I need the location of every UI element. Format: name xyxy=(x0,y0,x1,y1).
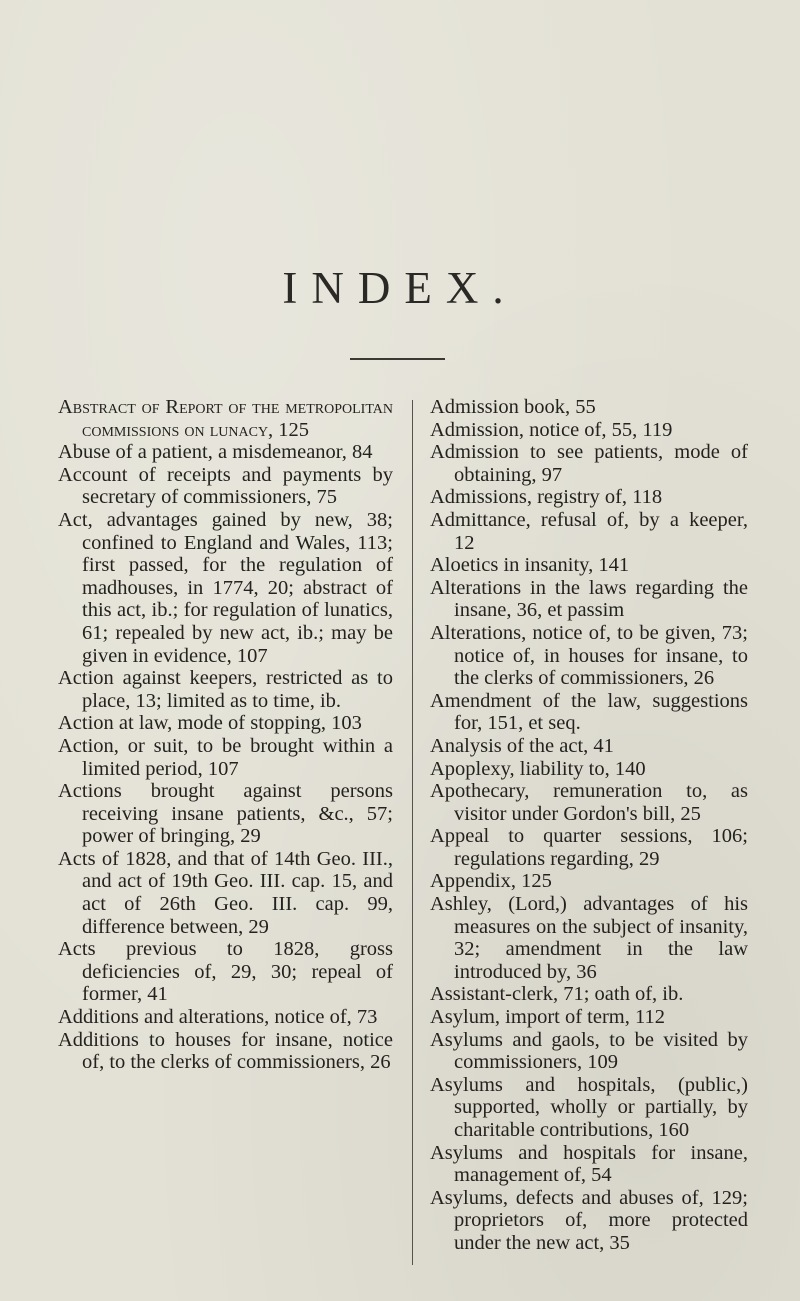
index-entry: Apothecary, remuneration to, as visitor under Gordon's bill, 25 xyxy=(430,780,748,825)
index-entry: Asylums and hospitals, (public,) supported, wholly or partially, by charitable contributions, 160 xyxy=(430,1073,748,1141)
index-entry: Ashley, (Lord,) advantages of his measures on the subject of insanity, 32; amendment in the law introduced by, 36 xyxy=(430,893,748,983)
index-entry: Apoplexy, liability to, 140 xyxy=(430,757,646,780)
right-index-column xyxy=(430,396,748,1255)
index-entry: Amendment of the law, suggestions for, 151, et seq. xyxy=(430,689,748,735)
page-title: INDEX. xyxy=(282,263,518,313)
index-entry: Asylum, import of term, 112 xyxy=(430,1006,665,1029)
index-entry: Alterations in the laws regarding the insane, 36, et passim xyxy=(430,576,748,622)
index-entry xyxy=(58,396,393,441)
index-entry: Admittance, refusal of, by a keeper, 12 xyxy=(430,508,748,554)
index-entry: Abuse of a patient, a misdemeanor, 84 xyxy=(58,441,373,464)
index-entry: Additions and alterations, notice of, 73 xyxy=(58,1006,378,1029)
index-entry: Action, or suit, to be brought within a limited period, 107 xyxy=(58,734,393,780)
index-entry: Acts of 1828, and that of 14th Geo. III., and act of 19th Geo. III. cap. 15, and act of 26th Geo. III. cap. 99, difference between, 29 xyxy=(58,847,393,938)
title-rule xyxy=(350,358,445,360)
index-entry: Action at law, mode of stopping, 103 xyxy=(58,712,362,735)
index-entry: Alterations, notice of, to be given, 73; notice of, in houses for insane, to the clerks of commissioners, 26 xyxy=(430,621,748,690)
index-entry: Asylums and gaols, to be visited by commissioners, 109 xyxy=(430,1028,748,1074)
index-entry: Admission to see patients, mode of obtaining, 97 xyxy=(430,441,748,486)
index-entry: Admission, notice of, 55, 119 xyxy=(430,418,673,441)
index-entry: Admission book, 55 xyxy=(430,396,596,418)
index-entry: Asylums, defects and abuses of, 129; proprietors of, more protected under the new act, 35 xyxy=(430,1186,748,1254)
index-entry: Act, advantages gained by new, 38; confined to England and Wales, 113; first passed, for the regulation of madhouses, in 1774, 20; abstract of this act, ib.; for regulation of lunatics, 61; repealed by new act, ib.; may be given in evidence, 107 xyxy=(58,508,393,667)
index-entry: Action against keepers, restricted as to place, 13; limited as to time, ib. xyxy=(58,667,393,712)
index-entry: Actions brought against persons receiving insane patients, &c., 57; power of bringing, 29 xyxy=(58,780,393,848)
index-entry: Assistant-clerk, 71; oath of, ib. xyxy=(430,983,684,1006)
index-entry: Appendix, 125 xyxy=(430,870,552,893)
column-divider xyxy=(412,400,413,1265)
index-entry: Appeal to quarter sessions, 106; regulations regarding, 29 xyxy=(430,825,748,870)
index-entry: Analysis of the act, 41 xyxy=(430,734,614,757)
index-entry: Acts previous to 1828, gross deficiencies of, 29, 30; repeal of former, 41 xyxy=(58,938,393,1006)
index-entry: Additions to houses for insane, notice of, to the clerks of commissioners, 26 xyxy=(58,1028,393,1074)
entry-text: Abstract of Report of the metropolitan commissions on lunacy, 125 xyxy=(58,396,393,441)
index-entry: Admissions, registry of, 118 xyxy=(430,486,663,509)
index-entry: Asylums and hospitals for insane, management of, 54 xyxy=(430,1141,748,1187)
index-entry: Account of receipts and payments by secretary of commissioners, 75 xyxy=(58,463,393,509)
index-entry: Aloetics in insanity, 141 xyxy=(430,554,630,577)
left-index-column xyxy=(58,396,393,1074)
